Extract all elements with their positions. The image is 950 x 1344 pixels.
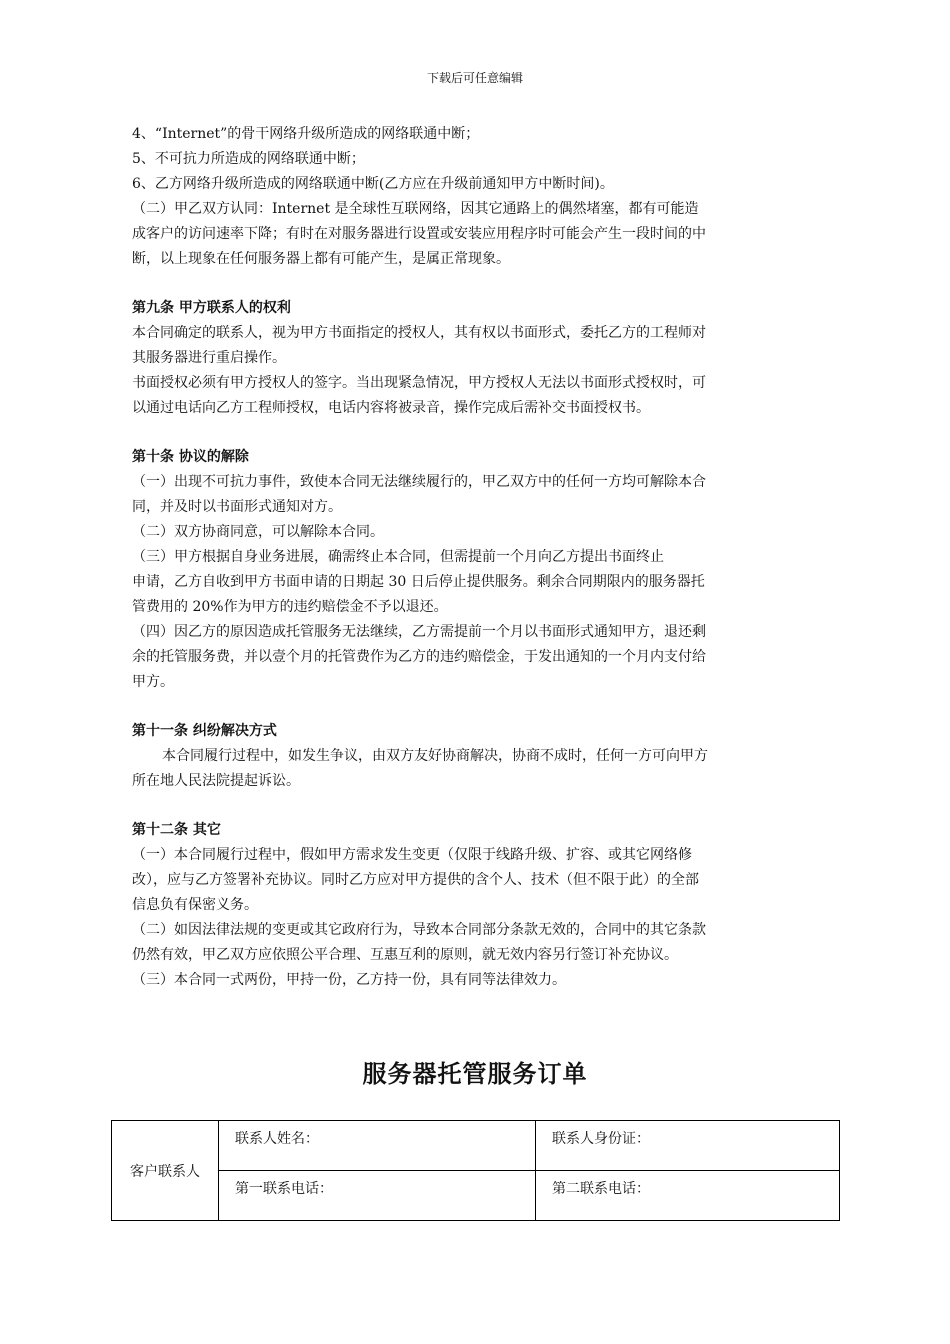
- article10-line2: 同，并及时以书面形式通知对方。: [132, 499, 342, 515]
- article12-line3: 信息负有保密义务。: [132, 897, 258, 913]
- article10-heading: 第十条 协议的解除: [132, 449, 249, 465]
- article10-line3: （二）双方协商同意，可以解除本合同。: [132, 524, 384, 540]
- article9-line4: 以通过电话向乙方工程师授权，电话内容将被录音，操作完成后需补交书面授权书。: [132, 400, 650, 416]
- section8-para2-line1: （二）甲乙双方认同：Internet 是全球性互联网络，因其它通路上的偶然堵塞，都有可能造: [132, 201, 699, 217]
- article12-heading: 第十二条 其它: [132, 822, 221, 838]
- article10-line9: 甲方。: [132, 674, 174, 690]
- contact-name-field[interactable]: 联系人姓名：: [219, 1121, 536, 1171]
- article11-line2: 所在地人民法院提起诉讼。: [132, 773, 300, 789]
- section8-para2-line2: 成客户的访问速率下降；有时在对服务器进行设置或安装应用程序时可能会产生一段时间的中: [132, 226, 706, 242]
- article10-line6: 管费用的 20%作为甲方的违约赔偿金不予以退还。: [132, 599, 448, 615]
- article11-heading: 第十一条 纠纷解决方式: [132, 723, 277, 739]
- article9-line3: 书面授权必须有甲方授权人的签字。当出现紧急情况，甲方授权人无法以书面形式授权时，可: [132, 375, 706, 391]
- article12-line6: （三）本合同一式两份，甲持一份，乙方持一份，具有同等法律效力。: [132, 972, 566, 988]
- order-form-table: [111, 1120, 840, 1221]
- article12-line1: （一）本合同履行过程中，假如甲方需求发生变更（仅限于线路升级、扩容、或其它网络修: [132, 847, 692, 863]
- section8-item6: 6、乙方网络升级所造成的网络联通中断(乙方应在升级前通知甲方中断时间)。: [132, 176, 614, 192]
- article10-line1: （一）出现不可抗力事件，致使本合同无法继续履行的，甲乙双方中的任何一方均可解除本合: [132, 474, 706, 490]
- article12-line2: 改），应与乙方签署补充协议。同时乙方应对甲方提供的含个人、技术（但不限于此）的全部: [132, 872, 699, 888]
- article11-line1: 本合同履行过程中，如发生争议，由双方友好协商解决，协商不成时，任何一方可向甲方: [162, 748, 708, 764]
- article10-line8: 余的托管服务费，并以壹个月的托管费作为乙方的违约赔偿金，于发出通知的一个月内支付给: [132, 649, 706, 665]
- page-header: 下载后可任意编辑: [426, 71, 523, 85]
- article9-heading: 第九条 甲方联系人的权利: [132, 300, 291, 316]
- article10-line4: （三）甲方根据自身业务进展，确需终止本合同，但需提前一个月向乙方提出书面终止: [132, 549, 664, 565]
- contract-body: [132, 122, 820, 993]
- article10-line7: （四）因乙方的原因造成托管服务无法继续，乙方需提前一个月以书面形式通知甲方，退还剩: [132, 624, 706, 640]
- section8-item5: 5、不可抗力所造成的网络联通中断；: [132, 151, 365, 167]
- section8-para2-line3: 断，以上现象在任何服务器上都有可能产生，是属正常现象。: [132, 251, 510, 267]
- phone2-field[interactable]: 第二联系电话：: [536, 1171, 840, 1221]
- article12-line4: （二）如因法律法规的变更或其它政府行为，导致本合同部分条款无效的，合同中的其它条款: [132, 922, 706, 938]
- order-title: 服务器托管服务订单: [362, 1060, 588, 1088]
- contact-id-field[interactable]: 联系人身份证：: [536, 1121, 840, 1171]
- section8-item4: 4、“Internet”的骨干网络升级所造成的网络联通中断；: [132, 126, 480, 142]
- article12-line5: 仍然有效，甲乙双方应依照公平合理、互惠互利的原则，就无效内容另行签订补充协议。: [132, 947, 678, 963]
- phone1-field[interactable]: 第一联系电话：: [219, 1171, 536, 1221]
- article9-line1: 本合同确定的联系人，视为甲方书面指定的授权人，其有权以书面形式，委托乙方的工程师对: [132, 325, 706, 341]
- article10-line5: 申请，乙方自收到甲方书面申请的日期起 30 日后停止提供服务。剩余合同期限内的服务器托: [132, 574, 705, 590]
- article9-line2: 其服务器进行重启操作。: [132, 350, 286, 366]
- customer-contact-label: 客户联系人: [112, 1121, 219, 1221]
